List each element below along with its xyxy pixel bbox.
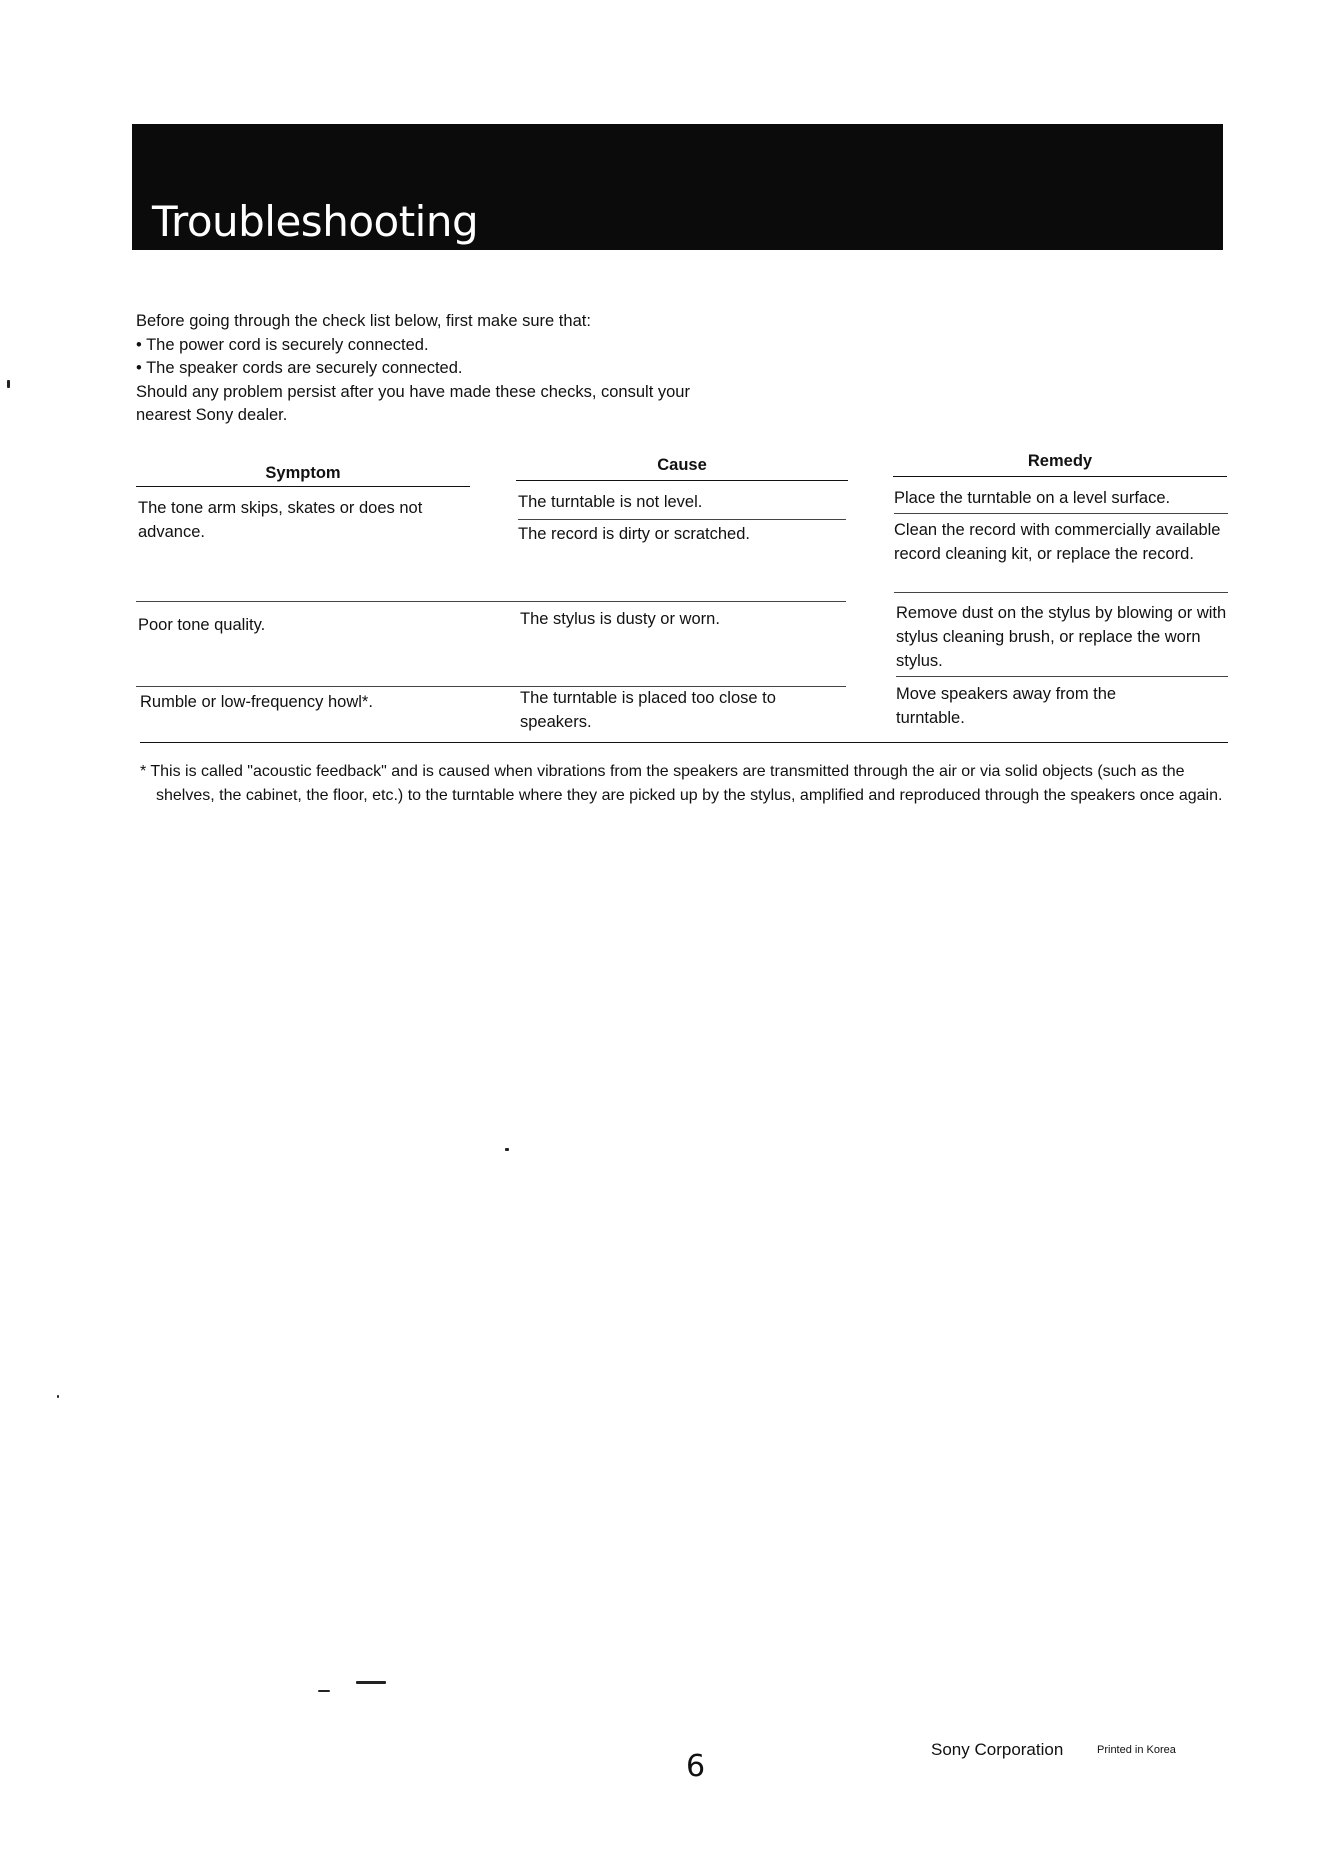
header-cause: Cause bbox=[657, 456, 707, 474]
printed-note: Printed in Korea bbox=[1097, 1744, 1176, 1756]
table-bottom-rule bbox=[140, 742, 1228, 743]
intro-closing: Should any problem persist after you have made these checks, consult your bbox=[136, 382, 690, 401]
row-divider bbox=[894, 592, 1228, 593]
intro-closing: nearest Sony dealer. bbox=[136, 406, 288, 424]
intro-lead: Before going through the check list below, first make sure that: bbox=[136, 312, 591, 330]
cause-divider bbox=[518, 519, 846, 520]
table-row-remedy: Clean the record with commercially available record cleaning kit, or replace the record. bbox=[894, 521, 1221, 563]
scan-speck bbox=[356, 1681, 386, 1684]
company-name: Sony Corporation bbox=[931, 1740, 1064, 1759]
cause-header-rule bbox=[516, 480, 848, 481]
table-row-remedy: Place the turntable on a level surface. bbox=[894, 489, 1171, 507]
table-row-cause: The record is dirty or scratched. bbox=[518, 525, 750, 543]
table-row-cause: The turntable is placed too close to speakers. bbox=[520, 689, 776, 731]
scan-speck bbox=[505, 1148, 509, 1151]
remedy-header-rule bbox=[893, 476, 1227, 477]
row-divider bbox=[136, 601, 846, 602]
symptom-header-rule bbox=[136, 486, 470, 487]
table-row-symptom: The tone arm skips, skates or does not advance. bbox=[138, 499, 423, 541]
row-divider bbox=[896, 676, 1228, 677]
remedy-divider bbox=[894, 513, 1228, 514]
scan-speck bbox=[7, 380, 10, 388]
table-row-remedy: Move speakers away from the turntable. bbox=[896, 685, 1117, 727]
scan-speck bbox=[318, 1690, 330, 1692]
table-row-remedy: Remove dust on the stylus by blowing or with stylus cleaning brush, or replace the worn stylus. bbox=[896, 604, 1227, 670]
intro-check-item: • The speaker cords are securely connected. bbox=[136, 359, 463, 377]
table-row-cause: The turntable is not level. bbox=[518, 493, 703, 511]
page-title: Troubleshooting bbox=[152, 197, 479, 246]
page-number: 6 bbox=[686, 1749, 706, 1784]
intro-check-item: • The power cord is securely connected. bbox=[136, 335, 429, 354]
table-row-cause: The stylus is dusty or worn. bbox=[520, 610, 720, 628]
footnote: * This is called "acoustic feedback" and is caused when vibrations from the speakers are transmitted through the air or via solid objects (such as the shelves, the cabinet, the floor, etc.) to the turntable where they are picked up by the stylus, amplified and reproduced through the speakers once again. bbox=[140, 763, 1223, 804]
table-row-symptom: Rumble or low-frequency howl*. bbox=[140, 693, 373, 711]
header-symptom: Symptom bbox=[265, 464, 341, 482]
table-row-symptom: Poor tone quality. bbox=[138, 616, 266, 634]
intro-text bbox=[136, 310, 836, 428]
header-remedy: Remedy bbox=[1027, 452, 1093, 470]
scan-speck bbox=[57, 1395, 59, 1398]
